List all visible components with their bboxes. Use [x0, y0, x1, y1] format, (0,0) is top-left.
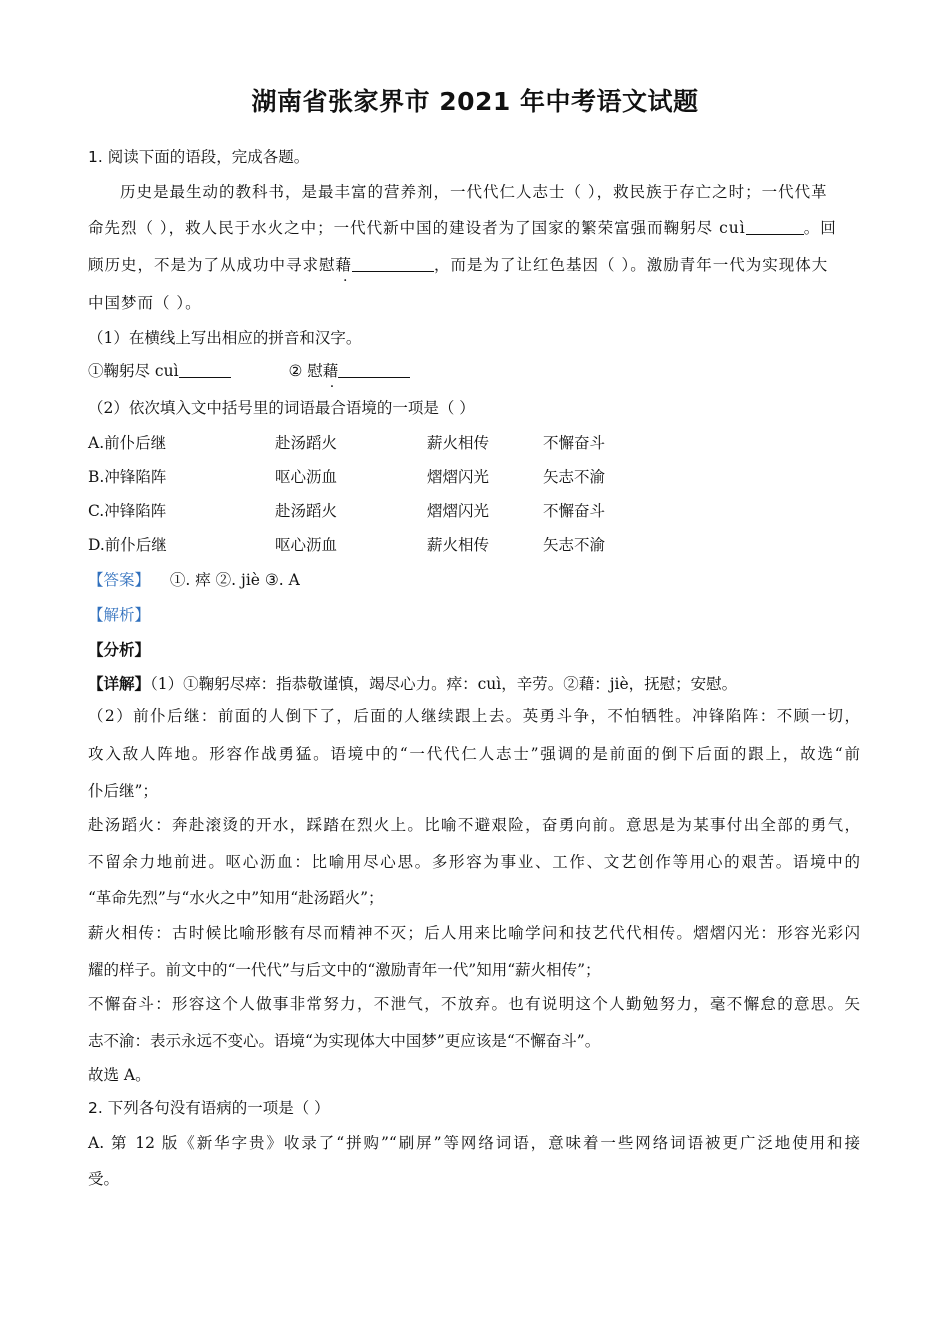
answer-line — [88, 569, 300, 591]
answer-tag: 【答案】 — [88, 571, 151, 589]
question-number: 2. — [88, 1099, 103, 1117]
page-title: 湖南省张家界市 2021 年中考语文试题 — [251, 87, 699, 116]
item-1-text: ①鞠躬尽 cuì — [88, 362, 179, 380]
option-cell: B.冲锋陷阵 — [88, 468, 167, 486]
detail-line-2: （2）前仆后继：前面的人倒下了，后面的人继续跟上去。英勇斗争，不怕牺牲。冲锋陷阵：不顾一切， — [88, 707, 860, 725]
question-prompt: 阅读下面的语段，完成各题。 — [107, 148, 310, 166]
option-cell: D.前仆后继 — [88, 536, 167, 554]
fill-blank — [746, 218, 804, 235]
passage-text: ，而是为了让红色基因（ ）。激励青年一代为实现体大 — [434, 256, 829, 274]
fenxi-tag: 【分析】 — [88, 640, 151, 659]
option-cell: 熠熠闪光 — [427, 468, 490, 486]
question-2-header — [88, 1097, 330, 1119]
question-1-header — [88, 146, 309, 168]
detail-line-10: 不懈奋斗：形容这个人做事非常努力，不泄气，不放弃。也有说明这个人勤勉努力，毫不懈怠的意思。矢 — [88, 995, 860, 1013]
detail-line-12: 故选 A。 — [88, 1066, 151, 1084]
detail-tag: 【详解】 — [88, 674, 151, 693]
passage-text: 顾历史，不是为了从成功中寻求慰 — [88, 256, 336, 274]
sub-question-1: （1）在横线上写出相应的拼音和汉字。 — [88, 329, 362, 347]
detail-line-4: 仆后继”； — [88, 782, 158, 800]
passage-text: 。回 — [803, 219, 837, 237]
passage-line-1: 历史是最生动的教科书，是最丰富的营养剂，一代代仁人志士（ ），救民族于存亡之时；一代代革 — [120, 183, 828, 201]
option-cell: 赴汤蹈火 — [275, 434, 338, 452]
detail-line-1 — [88, 673, 737, 695]
option-cell: 熠熠闪光 — [427, 502, 490, 520]
passage-line-4: 中国梦而（ ）。 — [88, 294, 202, 312]
question-prompt: 下列各句没有语病的一项是（ ） — [107, 1099, 330, 1117]
option-cell: 赴汤蹈火 — [275, 502, 338, 520]
passage-text: 命先烈（ ），救人民于水火之中；一代代新中国的建设者为了国家的繁荣富强而鞠躬尽 cuì — [88, 219, 746, 237]
option-cell: C.冲锋陷阵 — [88, 502, 167, 520]
answer-blank — [179, 361, 231, 378]
emphasis-char: 藉 — [322, 362, 339, 380]
sub-question-2: （2）依次填入文中括号里的词语最合语境的一项是（ ） — [88, 399, 475, 417]
option-cell: 薪火相传 — [427, 434, 490, 452]
option-cell: 不懈奋斗 — [543, 502, 606, 520]
detail-line-5: 赴汤蹈火：奔赴滚烫的开水，踩踏在烈火上。比喻不避艰险，奋勇向前。意思是为某事付出全部的勇气， — [88, 816, 860, 834]
answer-text: ①. 瘁 ②. jiè ③. A — [169, 571, 300, 589]
analysis-tag: 【解析】 — [88, 606, 151, 624]
question-number: 1. — [88, 148, 103, 166]
detail-text: （1）①鞠躬尽瘁：指恭敬谨慎，竭尽心力。瘁：cuì，辛劳。②藉：jiè，抚慰；安慰。 — [150, 675, 738, 693]
passage-line-3 — [88, 254, 828, 276]
emphasis-char: 藉 — [335, 256, 353, 274]
detail-line-7: “革命先烈”与“水火之中”知用“赴汤蹈火”； — [88, 889, 384, 907]
answer-blank — [338, 361, 410, 378]
detail-line-6: 不留余力地前进。呕心沥血：比喻用尽心思。多形容为事业、工作、文艺创作等用心的艰苦。语境中的 — [88, 853, 860, 871]
fill-blank — [352, 255, 434, 272]
option-cell: 不懈奋斗 — [543, 434, 606, 452]
detail-line-9: 耀的样子。前文中的“一代代”与后文中的“激励青年一代”知用“薪火相传”； — [88, 961, 601, 979]
option-cell: 矢志不渝 — [543, 468, 606, 486]
sub-question-1-items — [88, 360, 410, 382]
option-cell: 薪火相传 — [427, 536, 490, 554]
passage-line-2 — [88, 217, 837, 239]
detail-line-3: 攻入敌人阵地。形容作战勇猛。语境中的“一代代仁人志士”强调的是前面的倒下后面的跟上，故选“前 — [88, 745, 860, 763]
q2-option-a-line-2: 受。 — [88, 1170, 120, 1188]
option-cell: 呕心沥血 — [275, 536, 338, 554]
option-cell: 呕心沥血 — [275, 468, 338, 486]
detail-line-8: 薪火相传：古时候比喻形骸有尽而精神不灭；后人用来比喻学问和技艺代代相传。熠熠闪光：形容光彩闪 — [88, 924, 860, 942]
option-cell: A.前仆后继 — [88, 434, 167, 452]
item-2-text: ② 慰 — [288, 362, 323, 380]
q2-option-a-line-1: A. 第 12 版《新华字贵》收录了“拼购”“刷屏”等网络词语，意味着一些网络词语被更广泛地使用和接 — [88, 1134, 860, 1152]
option-cell: 矢志不渝 — [543, 536, 606, 554]
detail-line-11: 志不渝：表示永远不变心。语境“为实现体大中国梦”更应该是“不懈奋斗”。 — [88, 1032, 601, 1050]
